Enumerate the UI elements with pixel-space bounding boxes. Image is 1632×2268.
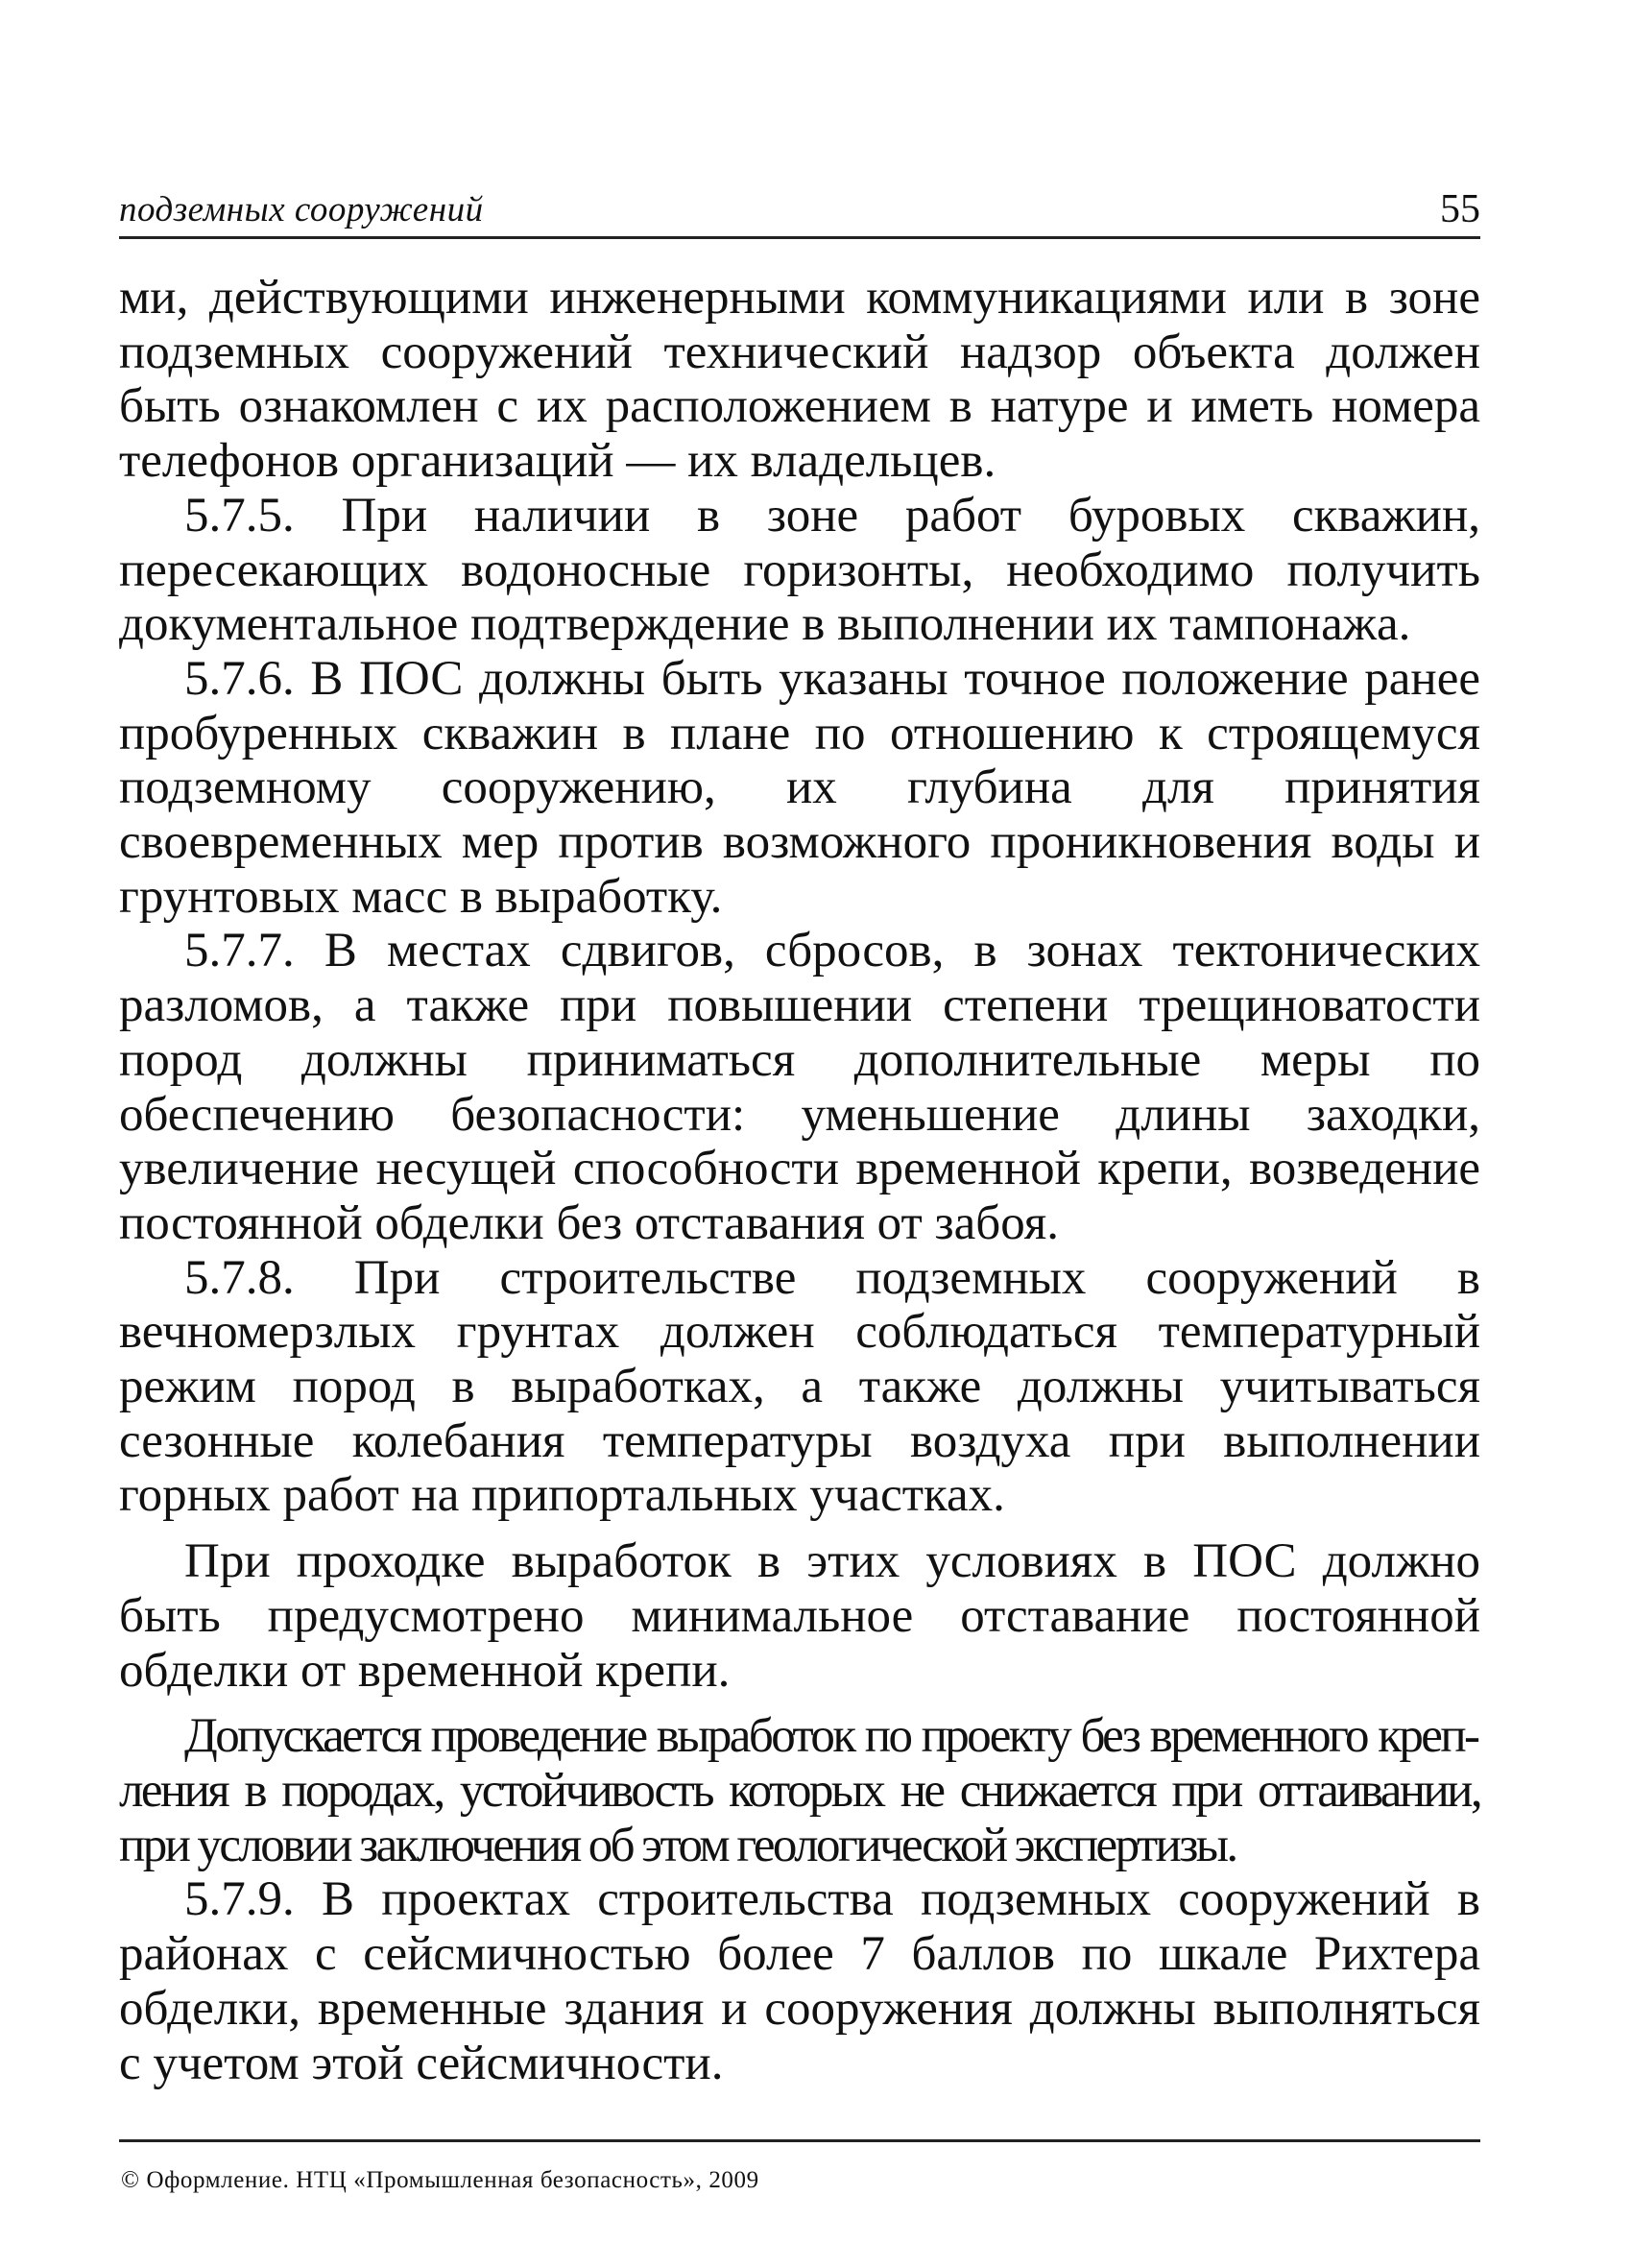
body-text <box>119 271 1480 2090</box>
paragraph-permission-note: Допускается проведение выработок по проекту без временного крепления в породах, устойчивость которых не снижается при оттаивании, при условии заключения об этом геологической экспертизы. <box>119 1709 1480 1872</box>
page-header <box>119 182 1480 239</box>
running-title: подземных сооружений <box>119 190 484 229</box>
copyright-notice: © Оформление. НТЦ «Промышленная безопасность», 2009 <box>121 2167 759 2193</box>
paragraph-5-7-9: 5.7.9. В проектах строительства подземных сооружений в районах с сейсмичностью более 7 баллов по шкале Рихтера обделки, временные здания и сооружения должны выполняться с учетом этой сейсмичности. <box>119 1872 1480 2090</box>
paragraph-5-7-7: 5.7.7. В местах сдвигов, сбросов, в зонах тектонических разломов, а также при повышении степени трещиноватости пород должны приниматься дополнительные меры по обеспечению безопасности: уменьшение длины заходки, увеличение несущей способности временной крепи, возведение постоянной обделки без отставания от забоя. <box>119 924 1480 1250</box>
page-number: 55 <box>1440 187 1480 231</box>
page-footer <box>119 2139 1480 2194</box>
paragraph-continuation: ми, действующими инженерными коммуникациями или в зоне подземных сооружений технический надзор объекта должен быть ознакомлен с их расположением в натуре и иметь номера телефонов организаций — их владельцев. <box>119 271 1480 489</box>
paragraph-5-7-5: 5.7.5. При наличии в зоне работ буровых скважин, пересекающих водоносные горизонты, необходимо получить документальное подтверждение в выполнении их тампонажа. <box>119 488 1480 652</box>
paragraph-excavation-conditions: При проходке выработок в этих условиях в ПОС должно быть предусмотрено минимальное отставание постоянной обделки от временной крепи. <box>119 1534 1480 1698</box>
paragraph-5-7-8: 5.7.8. При строительстве подземных сооружений в вечномерзлых грунтах должен соблюдаться температурный режим пород в выработках, а также должны учитываться сезонные колебания температуры воздуха при выполнении горных работ на припортальных участках. <box>119 1250 1480 1523</box>
paragraph-5-7-6: 5.7.6. В ПОС должны быть указаны точное положение ранее пробуренных скважин в плане по отношению к строящемуся подземному сооружению, их глубина для принятия своевременных мер против возможного проникновения воды и грунтовых масс в выработку. <box>119 651 1480 924</box>
